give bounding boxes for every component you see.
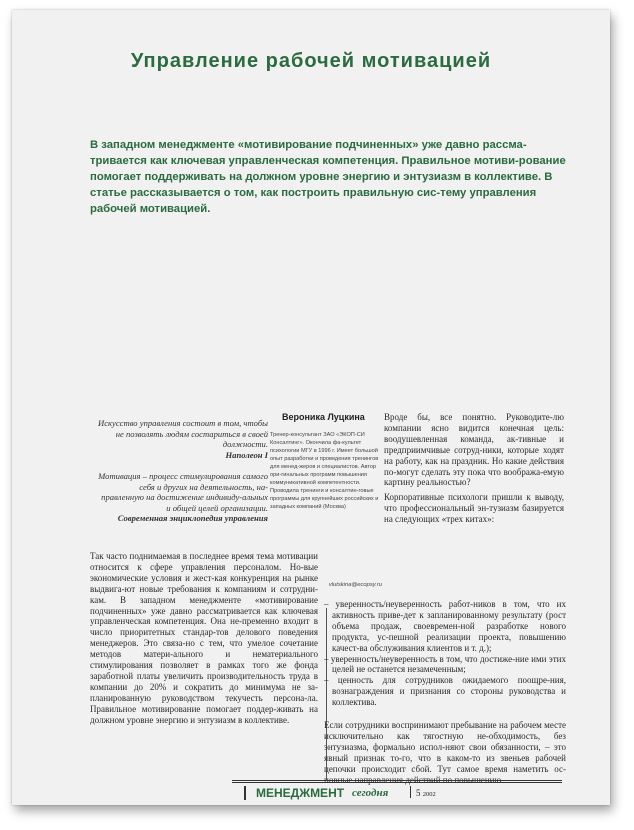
paragraph: Вроде бы, все понятно. Руководите-лю компании ясно видится конечная цель: воодушевленная команда, ак-тивные и предприимчивые сотруд-ники, которые ходят на работу, как на праздник. Но какие действия по-могут сделать эту пока что вообража-емую картину реальностью? (384, 412, 564, 488)
author-bio: Тренер-консультант ЗАО «ЭКОП-СИ Консалтинг». Окончила фа-культет психологии МГУ в 1996 г. Имеет большой опыт разработки и проведения тренингов для менед-жеров и специалистов. Автор ори-гинальных программ повышения коммуникативной компетентности. Проводила тренинги и консалтин-говые программы для крупнейших российских и западных компаний (Москва) (270, 432, 379, 510)
paragraph: Так часто поднимаемая в последнее время тема мотивации относится к сфере управления персоналом. Но-вые экономические условия и жест-кая конкуренция на рынке выдвига-ют новые требования к компаниям и сотрудни-кам. В западном менеджменте «мотивирование подчиненных» уже давно рассматривается как ключевая управленческая компетенция. Она не-пременно входит в число приоритетных стандар-тов делового поведения менеджеров. Это связа-но с тем, что умелое сочетание методов матери-ального и нематериального стимулирования позволяет в рамках того же фонда заработной платы увеличить производительность труда в компании до 20% и сократить до минимума не за-планированную руководством текучесть персона-ла. Правильное мотивирование помогает поддер-живать на должном уровне энергию и энтузиазм в коллективе. (90, 551, 318, 725)
footer-bar (244, 786, 246, 800)
epigraph-napoleon (98, 418, 268, 460)
body-column-right (384, 412, 564, 529)
list-item: – ценность для сотрудников ожидаемого поощре-ния, вознаграждения и признания со стороны руководства и коллектива. (324, 675, 566, 708)
body-column-middle (324, 599, 566, 790)
footer-separator (410, 786, 411, 798)
footer-rule-thin (232, 782, 562, 783)
article-lead: В западном менеджменте «мотивирование подчиненных» уже давно рассма-тривается как ключевая управленческая компетенция. Правильное мотиви-рование помогает поддерживать на должном уровне энергию и энтузиазм в коллективе. В статье рассказывается о том, как построить правильную сис-тему управления рабочей мотивацией. (90, 139, 566, 215)
paragraph: Корпоративные психологи пришли к выводу, что профессиональный эн-тузиазм базируется на следующих «трех китах»: (384, 492, 564, 525)
epigraph-text: Мотивация – процесс стимулирования самого себя и других на деятельность, на-правленную на достижение индивиду-альных и общей целей организации. (98, 471, 268, 513)
body-column-left (90, 551, 318, 730)
epigraph-source: Современная энциклопедия управления (117, 513, 268, 523)
list-item: – уверенность/неуверенность в том, что достиже-ние ими этих целей не останется незамеченным; (324, 653, 566, 675)
epigraph-text: Искусство управления состоит в том, чтобы не позволять людям состариться в своей должности. (98, 418, 268, 449)
epigraph-source: Наполеон I (225, 449, 268, 460)
issue-number (416, 788, 436, 798)
article-title: Управление рабочей мотивацией (130, 50, 492, 72)
paragraph: Если сотрудники воспринимают пребывание на рабочем месте исключительно как тягостную не-обходимость, без энтузиазма, формально испол-няют свои обязанности, – это явный признак то-го, что в каком-то из звеньев рабочей цепочки происходит сбой. Тут самое время наметить ос-новные направления действий по повышению (324, 720, 566, 785)
author-email: vlutskina@ecopsy.ru (328, 582, 382, 588)
epigraph-encyclopedia (98, 471, 268, 524)
issue-year: 2002 (422, 791, 436, 798)
factor-list (324, 599, 566, 708)
magazine-subtitle: сегодня (352, 787, 389, 799)
list-item: – уверенность/неуверенность работ-ников в том, что их активность приве-дет к запланированному результату (рост объема продаж, своевремен-ной разработке нового продукта, ус-пешной реализации проекта, повышению качест-ва обслуживания клиентов и т. д.); (324, 599, 566, 653)
issue-no: 5 (416, 788, 421, 798)
magazine-name: МЕНЕДЖМЕНТ (256, 786, 345, 800)
magazine-page (12, 10, 610, 805)
author-name: Вероника Луцкина (282, 412, 365, 422)
footer-rule (232, 780, 562, 781)
